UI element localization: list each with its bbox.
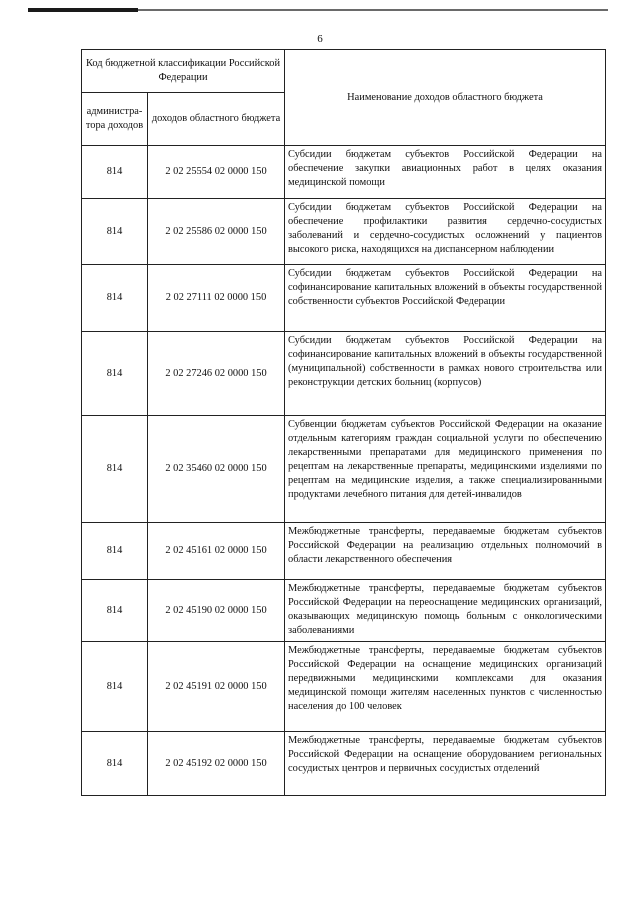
- admin-code-cell: 814: [82, 265, 148, 332]
- table-row: [82, 523, 606, 580]
- scan-edge-mark: [28, 8, 138, 12]
- income-name-cell: Субсидии бюджетам субъектов Российской Федерации на софинансирование капитальных вложений в объекты государственной собственности субъектов Российской Федерации: [285, 265, 606, 332]
- table-row: [82, 199, 606, 265]
- budget-code-cell: 2 02 35460 02 0000 150: [148, 416, 285, 523]
- income-name-cell: Субвенции бюджетам субъектов Российской Федерации на оказание отдельным категориям граждан социальной услуги по обеспечению лекарственными препаратами для медицинского применения по рецептам на лекарственные препараты, медицинскими изделиями по рецептам на медицинские изделия, а также специализированными продуктами лечебного питания для детей-инвалидов: [285, 416, 606, 523]
- admin-code-cell: 814: [82, 146, 148, 199]
- income-name-cell: Межбюджетные трансферты, передаваемые бюджетам субъектов Российской Федерации на реализацию отдельных полномочий в области лекарственного обеспечения: [285, 523, 606, 580]
- income-name-cell: Субсидии бюджетам субъектов Российской Федерации на обеспечение закупки авиационных работ в целях оказания медицинской помощи: [285, 146, 606, 199]
- table-row: [82, 416, 606, 523]
- table-header-row: [82, 50, 606, 93]
- budget-income-table: [81, 49, 606, 796]
- table-row: [82, 642, 606, 732]
- admin-code-cell: 814: [82, 199, 148, 265]
- header-admin: администра-тора доходов: [82, 93, 148, 146]
- budget-code-cell: 2 02 25554 02 0000 150: [148, 146, 285, 199]
- admin-code-cell: 814: [82, 523, 148, 580]
- table-row: [82, 732, 606, 796]
- budget-code-cell: 2 02 27246 02 0000 150: [148, 332, 285, 416]
- budget-code-cell: 2 02 45192 02 0000 150: [148, 732, 285, 796]
- table-row: [82, 265, 606, 332]
- admin-code-cell: 814: [82, 642, 148, 732]
- admin-code-cell: 814: [82, 332, 148, 416]
- budget-code-cell: 2 02 45190 02 0000 150: [148, 580, 285, 642]
- scan-edge-line: [138, 9, 608, 11]
- budget-code-cell: 2 02 27111 02 0000 150: [148, 265, 285, 332]
- table-row: [82, 332, 606, 416]
- admin-code-cell: 814: [82, 416, 148, 523]
- header-income-code: доходов областного бюджета: [148, 93, 285, 146]
- income-name-cell: Межбюджетные трансферты, передаваемые бюджетам субъектов Российской Федерации на оснащение медицинских организаций передвижными медицинскими комплексами для оказания медицинской помощи жителям населенных пунктов с численностью населения до 100 человек: [285, 642, 606, 732]
- admin-code-cell: 814: [82, 732, 148, 796]
- income-name-cell: Субсидии бюджетам субъектов Российской Федерации на софинансирование капитальных вложений в объекты государственной (муниципальной) собственности в рамках нового строительства или реконструкции детских больниц (корпусов): [285, 332, 606, 416]
- income-name-cell: Межбюджетные трансферты, передаваемые бюджетам субъектов Российской Федерации на переоснащение медицинских организаций, оказывающих медицинскую помощь больным с онкологическими заболеваниями: [285, 580, 606, 642]
- income-name-cell: Субсидии бюджетам субъектов Российской Федерации на обеспечение профилактики развития сердечно-сосудистых заболеваний и сердечно-сосудистых осложнений у пациентов высокого риска, находящихся на диспансерном наблюдении: [285, 199, 606, 265]
- page-number: 6: [317, 33, 323, 45]
- admin-code-cell: 814: [82, 580, 148, 642]
- table-row: [82, 146, 606, 199]
- header-income-name: Наименование доходов областного бюджета: [285, 50, 606, 146]
- budget-code-cell: 2 02 45191 02 0000 150: [148, 642, 285, 732]
- income-name-cell: Межбюджетные трансферты, передаваемые бюджетам субъектов Российской Федерации на оснащение оборудованием региональных сосудистых центров и первичных сосудистых отделений: [285, 732, 606, 796]
- table-row: [82, 580, 606, 642]
- header-code-group: Код бюджетной классификации Российской Федерации: [82, 50, 285, 93]
- budget-code-cell: 2 02 45161 02 0000 150: [148, 523, 285, 580]
- budget-code-cell: 2 02 25586 02 0000 150: [148, 199, 285, 265]
